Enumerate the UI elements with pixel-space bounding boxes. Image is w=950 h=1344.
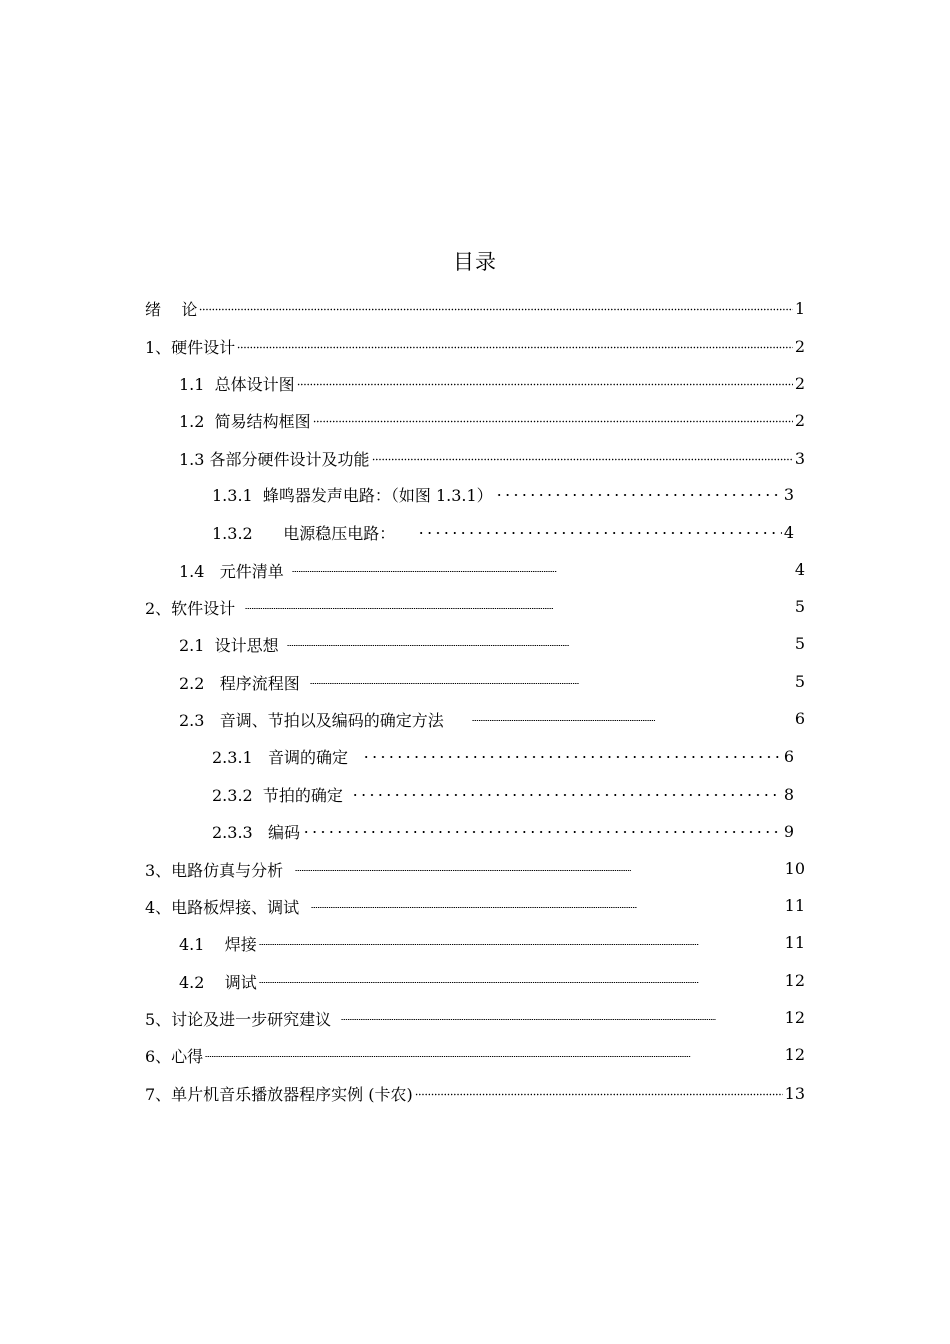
leader-dots [199, 305, 792, 313]
leader-dots [259, 978, 699, 986]
toc-entry-page: 2 [794, 336, 805, 356]
toc-entry-label: 1、硬件设计 [145, 337, 236, 357]
toc-entry-page: 1 [794, 298, 805, 318]
toc-entry[interactable] [145, 1005, 718, 1031]
toc-entry-page: 3 [783, 484, 794, 504]
leader-dots [310, 679, 579, 687]
toc-entry-label: 2.3.2 节拍的确定 [212, 785, 343, 805]
leader-dots [302, 828, 782, 836]
toc-entry-page: 8 [783, 784, 794, 804]
leader-dots [259, 940, 699, 948]
toc-entry-label: 5、讨论及进一步研究建议 [145, 1009, 332, 1029]
toc-entry[interactable] [179, 930, 701, 956]
toc-entry[interactable] [179, 370, 805, 396]
toc-entry-page: 12 [784, 971, 805, 990]
leader-dots [295, 866, 631, 874]
toc-entry[interactable] [145, 295, 805, 321]
toc-entry-page: 12 [784, 1008, 805, 1027]
leader-dots [495, 491, 782, 499]
toc-entry[interactable] [212, 519, 794, 545]
leader-dots [362, 753, 782, 761]
toc-entry[interactable] [212, 781, 794, 807]
leader-dots [292, 567, 557, 575]
leader-dots [415, 1090, 783, 1098]
toc-entry[interactable] [145, 333, 805, 359]
toc-entry[interactable] [145, 893, 639, 919]
toc-entry-page: 4 [783, 522, 794, 542]
toc-entry-page: 13 [784, 1083, 805, 1103]
toc-entry-label: 4.1 焊接 [179, 934, 257, 954]
toc-entry[interactable] [179, 445, 805, 471]
toc-entry-page: 4 [794, 560, 805, 579]
toc-entry-page: 6 [783, 746, 794, 766]
toc-entry[interactable] [179, 631, 571, 657]
leader-dots [372, 455, 793, 463]
leader-dots [417, 529, 782, 537]
toc-entry-label: 2、软件设计 [145, 598, 236, 618]
toc-entry-label: 2.1 设计思想 [179, 635, 279, 655]
toc-entry[interactable] [145, 1042, 693, 1068]
toc-entry-page: 10 [784, 859, 805, 878]
toc-entry[interactable] [179, 407, 805, 433]
toc-entry[interactable] [145, 856, 633, 882]
toc-entry-label: 4、电路板焊接、调试 [145, 897, 300, 917]
toc-entry[interactable] [179, 669, 581, 695]
toc-entry[interactable] [145, 594, 555, 620]
toc-entry[interactable] [212, 481, 794, 507]
toc-entry-page: 11 [784, 933, 805, 952]
toc-entry[interactable] [179, 706, 657, 732]
toc-entry-label: 4.2 调试 [179, 972, 257, 992]
toc-entry-page: 12 [784, 1045, 805, 1064]
toc-entry-page: 5 [794, 672, 805, 691]
toc-entry-label: 1.3 各部分硬件设计及功能 [179, 449, 370, 469]
toc-entry-page: 6 [794, 709, 805, 728]
toc-entry-label: 7、单片机音乐播放器程序实例 (卡农) [145, 1084, 413, 1104]
toc-entry-page: 3 [794, 448, 805, 468]
toc-entry-page: 11 [784, 896, 805, 915]
leader-dots [245, 604, 553, 612]
toc-entry-label: 1.3.2 电源稳压电路： [212, 523, 396, 543]
toc-entry[interactable] [179, 968, 701, 994]
leader-dots [351, 791, 782, 799]
toc-entry-page: 2 [794, 410, 805, 430]
toc-entry-label: 3、电路仿真与分析 [145, 860, 284, 880]
toc-entry-label: 绪 论 [145, 299, 198, 319]
toc-entry-label: 2.2 程序流程图 [179, 673, 300, 693]
toc-entry-page: 5 [794, 597, 805, 616]
leader-dots [341, 1015, 716, 1023]
leader-dots [297, 380, 793, 388]
toc-entry-label: 1.2 简易结构框图 [179, 411, 311, 431]
leader-dots [472, 716, 655, 724]
toc-entry-page: 5 [794, 634, 805, 653]
leader-dots [237, 343, 793, 351]
toc-title: 目录 [453, 250, 497, 274]
leader-dots [287, 641, 569, 649]
toc-entry-label: 2.3.3 编码 [212, 822, 300, 842]
toc-entry-label: 2.3.1 音调的确定 [212, 747, 348, 767]
toc-entry[interactable] [179, 557, 559, 583]
leader-dots [205, 1052, 691, 1060]
toc-entry-page: 9 [783, 821, 794, 841]
toc-entry-label: 1.3.1 蜂鸣器发声电路：（如图 1.3.1） [212, 485, 493, 505]
toc-entry[interactable] [145, 1080, 805, 1106]
toc-entry[interactable] [212, 743, 794, 769]
toc-entry-label: 6、心得 [145, 1046, 204, 1066]
toc-entry-label: 1.1 总体设计图 [179, 374, 295, 394]
toc-entry-label: 2.3 音调、节拍以及编码的确定方法 [179, 710, 444, 730]
toc-entry-label: 1.4 元件清单 [179, 561, 284, 581]
leader-dots [311, 903, 637, 911]
leader-dots [313, 417, 793, 425]
toc-entry[interactable] [212, 818, 794, 844]
toc-entry-page: 2 [794, 373, 805, 393]
